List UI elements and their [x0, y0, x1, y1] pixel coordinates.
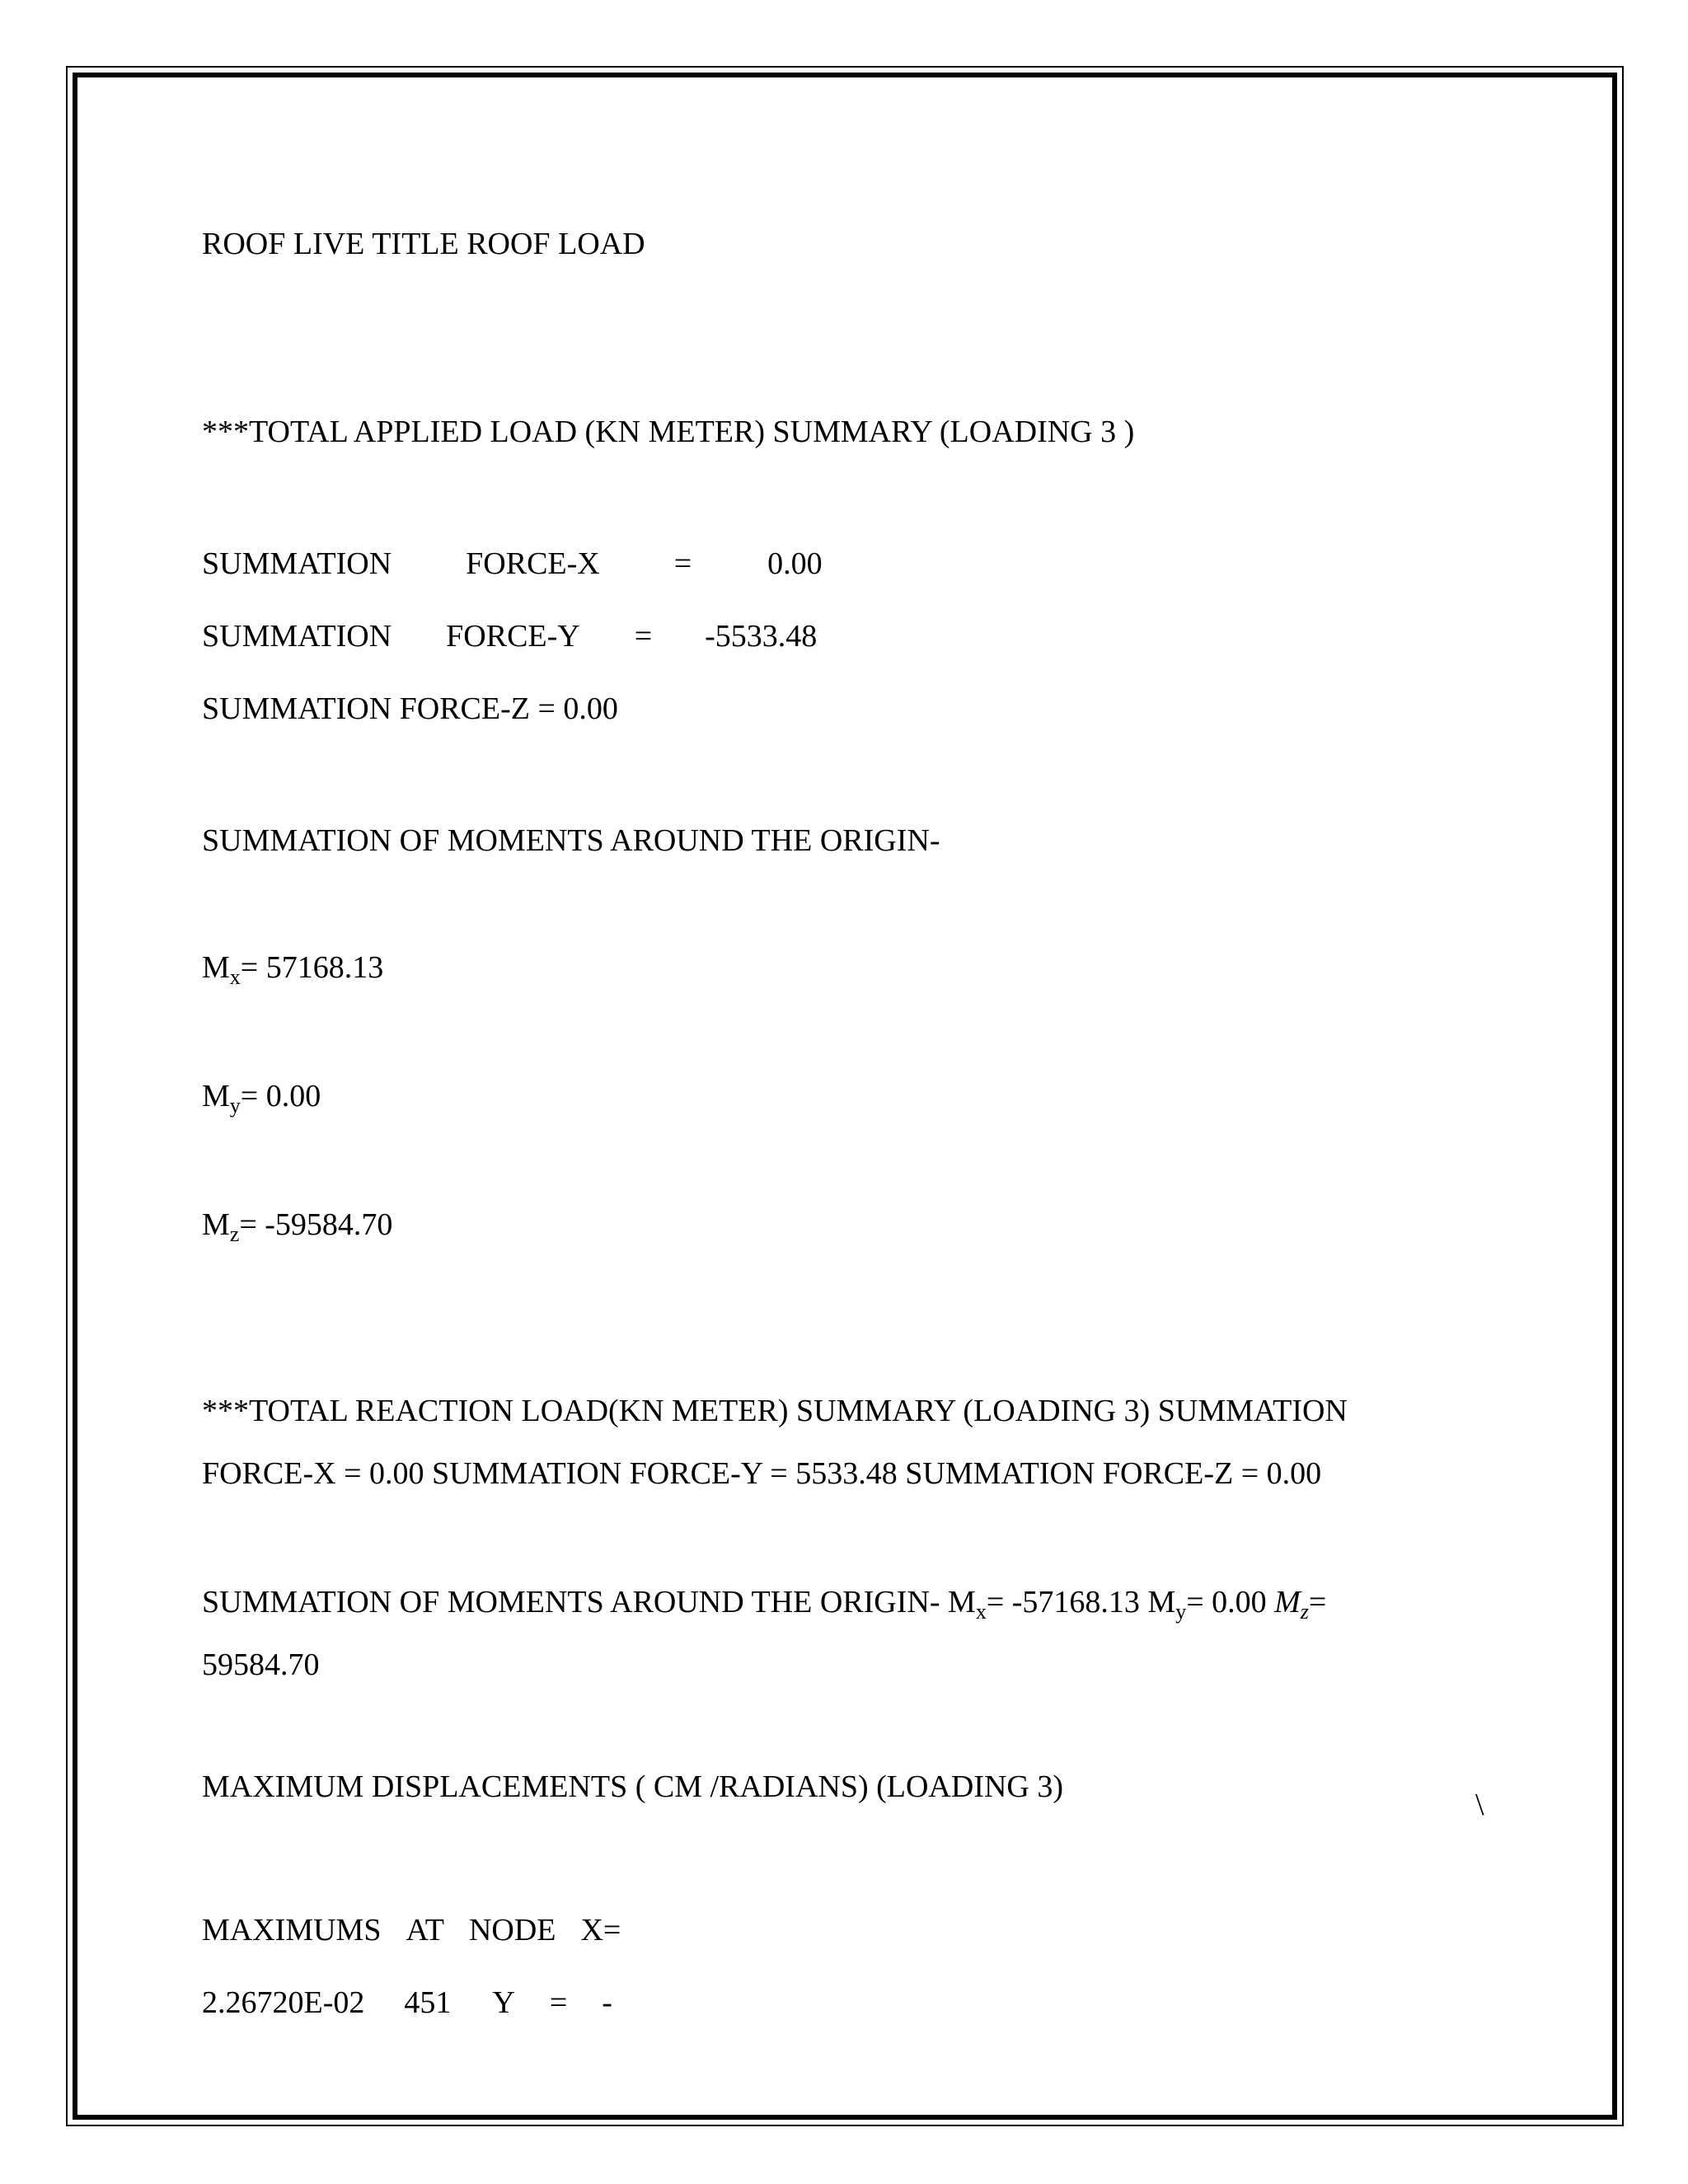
- force-x-label: SUMMATION: [202, 546, 392, 581]
- applied-load-heading: ***TOTAL APPLIED LOAD (KN METER) SUMMARY (LOADING 3 ): [202, 415, 1135, 449]
- applied-moment-y: $M_y= 0.00$: [202, 1079, 321, 1118]
- stray-backslash: \: [1475, 1788, 1484, 1822]
- force-y-name: FORCE-Y: [446, 619, 580, 654]
- document-title: ROOF LIVE TITLE ROOF LOAD: [202, 227, 645, 261]
- max-displacements-heading: MAXIMUM DISPLACEMENTS ( CM /RADIANS) (LOADING 3): [202, 1769, 1063, 1804]
- applied-force-z-row: SUMMATION FORCE-Z = 0.00: [202, 691, 618, 726]
- force-x-name: FORCE-X: [466, 546, 600, 581]
- reaction-moments-line-1: SUMMATION OF MOMENTS AROUND THE ORIGIN- $M_x= -57168.13$ $M_y= 0.00$ $M_z=$: [202, 1585, 1327, 1624]
- force-x-value: 0.00: [767, 546, 823, 581]
- force-y-label: SUMMATION: [202, 619, 392, 654]
- reaction-moments-line-2: 59584.70: [202, 1647, 320, 1682]
- displacements-row-2: 2.26720E-02 451 Y = -: [202, 1985, 612, 2020]
- applied-moment-z: $M_z= -59584.70$: [202, 1207, 393, 1246]
- force-y-value: -5533.48: [705, 619, 818, 654]
- applied-moments-heading: SUMMATION OF MOMENTS AROUND THE ORIGIN-: [202, 823, 940, 858]
- applied-force-y-row: [202, 618, 817, 654]
- applied-moment-x: $M_x= 57168.13$: [202, 950, 384, 989]
- reaction-load-line-2: FORCE-X = 0.00 SUMMATION FORCE-Y = 5533.48 SUMMATION FORCE-Z = 0.00: [202, 1456, 1322, 1491]
- reaction-load-line-1: ***TOTAL REACTION LOAD(KN METER) SUMMARY (LOADING 3) SUMMATION: [202, 1394, 1348, 1428]
- force-y-eq: =: [634, 619, 653, 654]
- displacements-row-1: MAXIMUMS AT NODE X=: [202, 1913, 621, 1947]
- force-x-eq: =: [673, 546, 692, 581]
- applied-force-x-row: [202, 546, 823, 582]
